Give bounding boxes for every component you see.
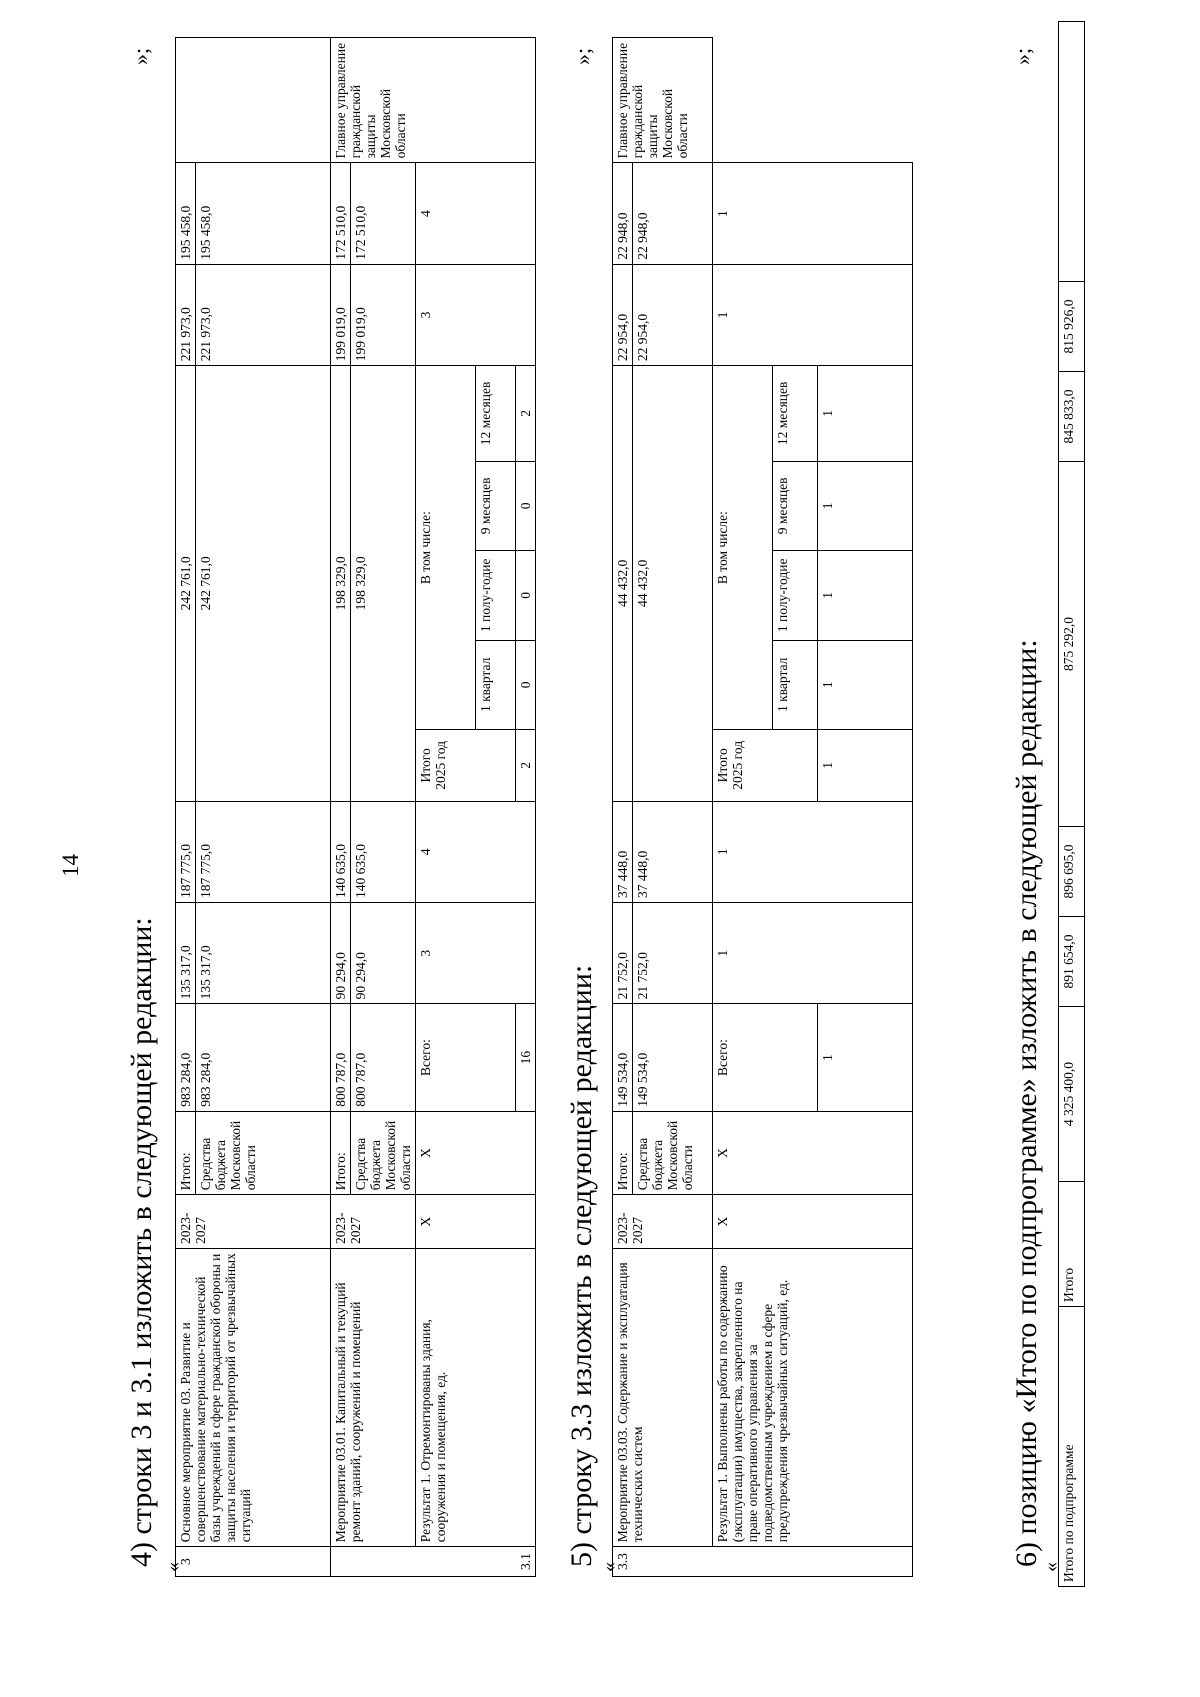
row31-budget-2023: 90 294,0: [351, 903, 416, 1004]
row3-executor: [176, 38, 331, 163]
result33-itogo-label: Итого 2025 год: [713, 730, 818, 802]
result1-header: [416, 38, 476, 1577]
row31-total-2026: 199 019,0: [331, 264, 351, 365]
row31-number: 3.1: [331, 1547, 536, 1577]
result1-q1-label: 1 квартал: [476, 640, 516, 729]
result1-q1: 0: [516, 640, 536, 729]
result33-2027: 1: [713, 163, 913, 264]
row33-source-budget: Средства бюджета Московской области: [633, 1111, 713, 1195]
row3-budget-all: 983 284,0: [196, 1004, 331, 1111]
row3-budget-2027: 195 458,0: [196, 163, 331, 264]
row33-executor: Главное управление гражданской защиты Московской области: [613, 38, 713, 163]
row31-years: 2023-2027: [331, 1195, 416, 1249]
subtotal-2024: 896 695,0: [1059, 827, 1085, 917]
subtotal-2027: 815 926,0: [1059, 282, 1085, 372]
row3-source-budget: Средства бюджета Московской области: [196, 1111, 331, 1195]
result1-in-total-label: В том числе:: [416, 366, 476, 730]
row33-total-2026: 22 954,0: [613, 264, 633, 365]
row31-budget-2026: 199 019,0: [351, 264, 416, 365]
result33-itogo-value: 1: [818, 730, 913, 802]
subtotal-2023: 891 654,0: [1059, 917, 1085, 1007]
subtotal-row: [1059, 22, 1085, 1587]
result1-2024: 4: [416, 801, 536, 902]
subtotal-all: 4 325 400,0: [1059, 1007, 1085, 1182]
row31-total-2027: 172 510,0: [331, 163, 351, 264]
row31-budget-2024: 140 635,0: [351, 801, 416, 902]
row31-name: Мероприятие 03.01. Капитальный и текущий ремонт зданий, сооружений и помещений: [331, 1248, 416, 1546]
row31-total: [331, 38, 351, 1577]
row33-budget-2024: 37 448,0: [633, 801, 713, 902]
result1-m9-label: 9 месяцев: [476, 461, 516, 550]
section4-close-quote: »;: [128, 47, 153, 65]
result1-vsego-value: 16: [516, 1004, 536, 1111]
row31-budget-2025: 198 329,0: [351, 366, 416, 801]
result1-2023: 3: [416, 903, 536, 1004]
row33-total-2025: 44 432,0: [613, 366, 633, 801]
row3-total-2024: 187 775,0: [176, 801, 196, 902]
section6-open-quote: «: [1040, 1562, 1062, 1572]
row31-executor: Главное управление гражданской защиты Московской области: [331, 38, 536, 163]
row31-budget-2027: 172 510,0: [351, 163, 416, 264]
row3-total-2027: 195 458,0: [176, 163, 196, 264]
result1-x-years: Х: [416, 1195, 536, 1249]
row33-budget-2027: 22 948,0: [633, 163, 713, 264]
result33-name: Результат 1. Выполнены работы по содержанию (эксплуатации) имущества, закрепленного на праве оперативного управления за подведомственным учреждением в сфере предупреждения чрезвычайных ситуаций, ед.: [713, 1248, 913, 1546]
result1-m12-label: 12 месяцев: [476, 366, 516, 461]
row3-budget-2025: 242 761,0: [196, 366, 331, 801]
section5-table: [612, 37, 913, 1577]
result33-q1: 1: [818, 640, 913, 729]
result33-q1-label: 1 квартал: [773, 640, 818, 729]
result1-m9: 0: [516, 461, 536, 550]
row33-name: Мероприятие 03.03. Содержание и эксплуатация технических систем: [613, 1248, 713, 1546]
row31-total-2024: 140 635,0: [331, 801, 351, 902]
subtotal-label: Итого по подпрограмме: [1059, 1307, 1085, 1587]
row33-total-2024: 37 448,0: [613, 801, 633, 902]
row33-budget-2026: 22 954,0: [633, 264, 713, 365]
row3-total: [176, 38, 196, 1577]
row3-total-2026: 221 973,0: [176, 264, 196, 365]
row31-source-budget: Средства бюджета Московской области: [351, 1111, 416, 1195]
result1-vsego-label: Всего:: [416, 1004, 516, 1111]
result33-2024: 1: [713, 801, 913, 902]
result33-h1: 1: [818, 551, 913, 640]
row3-number: 3: [176, 1547, 331, 1577]
result33-m12-label: 12 месяцев: [773, 366, 818, 461]
result1-itogo-label: Итого 2025 год: [416, 730, 516, 802]
row33-total: [613, 38, 633, 1577]
row33-source-total: Итого:: [613, 1111, 633, 1195]
result33-m9: 1: [818, 461, 913, 550]
section4-open-quote: «: [162, 1562, 184, 1572]
result33-x-source: Х: [713, 1111, 913, 1195]
row33-budget-2023: 21 752,0: [633, 903, 713, 1004]
row33-number: 3.3: [613, 1547, 913, 1577]
result33-header: [713, 38, 773, 1577]
result33-x-years: Х: [713, 1195, 913, 1249]
row31-total-2023: 90 294,0: [331, 903, 351, 1004]
row33-years: 2023-2027: [613, 1195, 713, 1249]
row3-name: Основное мероприятие 03. Развитие и совершенствование материально-технической базы учреждений в сфере гражданской обороны и защиты населения и территорий от чрезвычайных ситуаций: [176, 1248, 331, 1546]
result33-m9-label: 9 месяцев: [773, 461, 818, 550]
row33-total-all: 149 534,0: [613, 1004, 633, 1111]
result33-m12: 1: [818, 366, 913, 461]
row3-budget-2024: 187 775,0: [196, 801, 331, 902]
row3-budget-2023: 135 317,0: [196, 903, 331, 1004]
section4-table: [175, 37, 536, 1577]
row31-source-total: Итого:: [331, 1111, 351, 1195]
result1-h1-label: 1 полу-годие: [476, 551, 516, 640]
result33-2023: 1: [713, 903, 913, 1004]
subtotal-2026: 845 833,0: [1059, 372, 1085, 462]
section6-close-quote: »;: [1010, 47, 1035, 65]
row33-budget-all: 149 534,0: [633, 1004, 713, 1111]
section5-open-quote: «: [598, 1562, 620, 1572]
result1-name: Результат 1. Отремонтированы здания, сооружения и помещения, ед.: [416, 1248, 536, 1546]
page-number: 14: [58, 854, 83, 877]
row31-total-all: 800 787,0: [331, 1004, 351, 1111]
result33-vsego-value: 1: [818, 1004, 913, 1111]
row3-total-all: 983 284,0: [176, 1004, 196, 1111]
result1-h1: 0: [516, 551, 536, 640]
row3-years: 2023-2027: [176, 1195, 331, 1249]
section6-heading: 6) позицию «Итого по подпрограмме» изложить в следующей редакции:: [1010, 639, 1043, 1567]
row3-total-2023: 135 317,0: [176, 903, 196, 1004]
result1-2026: 3: [416, 264, 536, 365]
result1-m12: 2: [516, 366, 536, 461]
row3-source-total: Итого:: [176, 1111, 196, 1195]
row33-total-2027: 22 948,0: [613, 163, 633, 264]
row33-total-2023: 21 752,0: [613, 903, 633, 1004]
section6-table: [1058, 21, 1085, 1587]
result33-in-total-label: В том числе:: [713, 366, 773, 730]
subtotal-executor: [1059, 22, 1085, 282]
result1-2027: 4: [416, 163, 536, 264]
section4-heading: 4) строки 3 и 3.1 изложить в следующей редакции:: [125, 917, 158, 1567]
result33-h1-label: 1 полу-годие: [773, 551, 818, 640]
result1-itogo-value: 2: [516, 730, 536, 802]
subtotal-2025: 875 292,0: [1059, 462, 1085, 827]
row33-budget-2025: 44 432,0: [633, 366, 713, 801]
section5-close-quote: »;: [570, 47, 595, 65]
result33-vsego-label: Всего:: [713, 1004, 818, 1111]
section5-heading: 5) строку 3.3 изложить в следующей редакции:: [565, 964, 598, 1567]
row31-budget-all: 800 787,0: [351, 1004, 416, 1111]
subtotal-source: Итого: [1059, 1182, 1085, 1307]
result1-x-source: Х: [416, 1111, 536, 1195]
row3-total-2025: 242 761,0: [176, 366, 196, 801]
result33-2026: 1: [713, 264, 913, 365]
row31-total-2025: 198 329,0: [331, 366, 351, 801]
row3-budget-2026: 221 973,0: [196, 264, 331, 365]
